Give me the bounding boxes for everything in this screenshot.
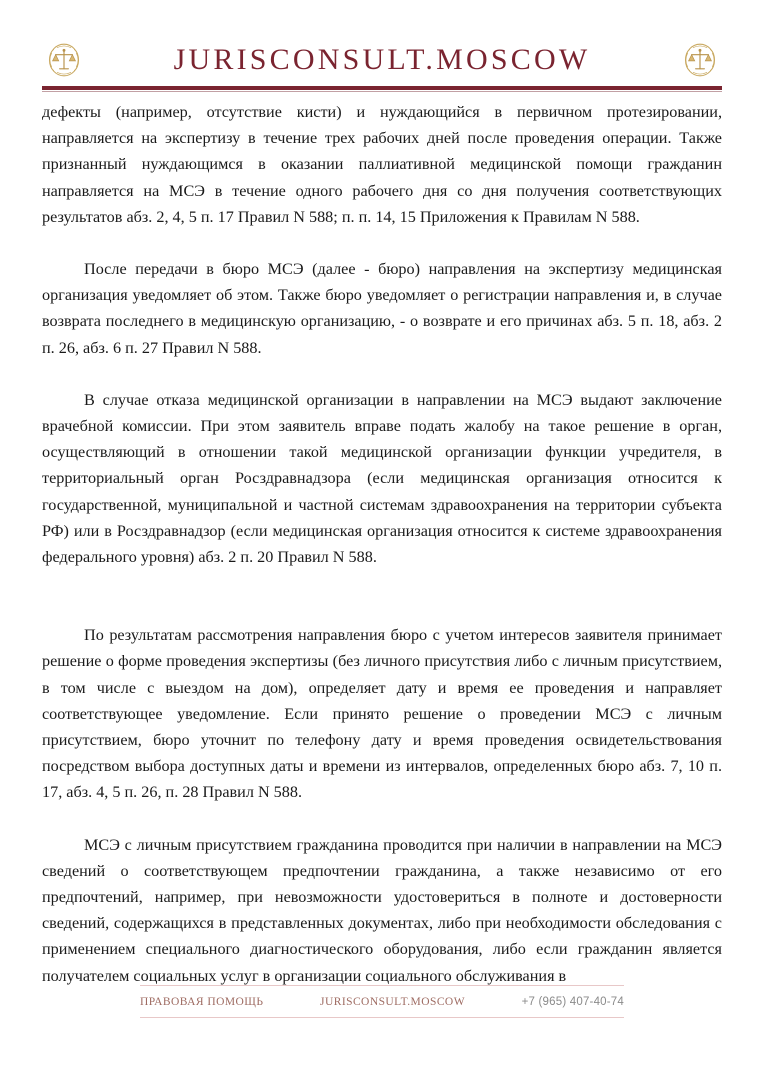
scales-of-justice-icon-left [42, 38, 86, 82]
page-title: JURISCONSULT.MOSCOW [173, 43, 591, 76]
paragraph: МСЭ с личным присутствием гражданина проводится при наличии в направлении на МСЭ сведений о соответствующем предпочтении гражданина, а также независимо от его предпочтений, например, при невозможности удостовериться в полноте и достоверности сведений, содержащихся в представленных документах, либо при необходимости обследования с применением специального диагностического оборудования, либо если гражданин является получателем социальных услуг в организации социального обслуживания в [42, 835, 722, 985]
paragraph: После передачи в бюро МСЭ (далее - бюро) направления на экспертизу медицинская организация уведомляет об этом. Также бюро уведомляет о регистрации направления и, в случае возврата последнего в медицинскую организацию, - о возврате и его причинах абз. 5 п. 18, абз. 2 п. 26, абз. 6 п. 27 Правил N 588. [42, 260, 722, 357]
page-header [42, 30, 722, 90]
header-divider [42, 86, 722, 90]
footer-phone[interactable]: +7 (965) 407-40-74 [521, 995, 624, 1008]
footer-site-name[interactable]: JURISCONSULT.MOSCOW [320, 995, 465, 1008]
page-footer [140, 985, 624, 1018]
footer-row [140, 986, 624, 1017]
paragraph: дефекты (например, отсутствие кисти) и нуждающийся в первичном протезировании, направляется на экспертизу в течение трех рабочих дней после проведения операции. Также признанный нуждающимся в оказании паллиативной медицинской помощи гражданин направляется на МСЭ в течение одного рабочего дня со дня получения соответствующих результатов абз. 2, 4, 5 п. 17 Правил N 588; п. п. 14, 15 Приложения к Правилам N 588. [42, 103, 722, 226]
scales-of-justice-icon-right [678, 38, 722, 82]
header-divider-thin [42, 91, 722, 92]
footer-tagline: ПРАВОВАЯ ПОМОЩЬ [140, 995, 264, 1008]
paragraph: По результатам рассмотрения направления бюро с учетом интересов заявителя принимает решение о форме проведения экспертизы (без личного присутствия либо с личным присутствием, в том числе с выездом на дом), определяет дату и время ее проведения и направляет соответствующее уведомление. Если принято решение о проведении МСЭ с личным присутствием, бюро уточнит по телефону дату и время проведения освидетельствования посредством выбора доступных даты и времени из интервалов, определенных бюро абз. 7, 10 п. 17, абз. 4, 5 п. 26, п. 28 Правил N 588. [42, 626, 722, 802]
document-body [42, 99, 722, 989]
paragraph: В случае отказа медицинской организации в направлении на МСЭ выдают заключение врачебной комиссии. При этом заявитель вправе подать жалобу на такое решение в орган, осуществляющий в отношении такой медицинской организации функции учредителя, в территориальный орган Росздравнадзора (если медицинская организация относится к государственной, муниципальной и частной системам здравоохранения на территории субъекта РФ) или в Росздравнадзор (если медицинская организация относится к системе здравоохранения федерального уровня) абз. 2 п. 20 Правил N 588. [42, 390, 722, 567]
footer-divider-bottom [140, 1017, 624, 1018]
